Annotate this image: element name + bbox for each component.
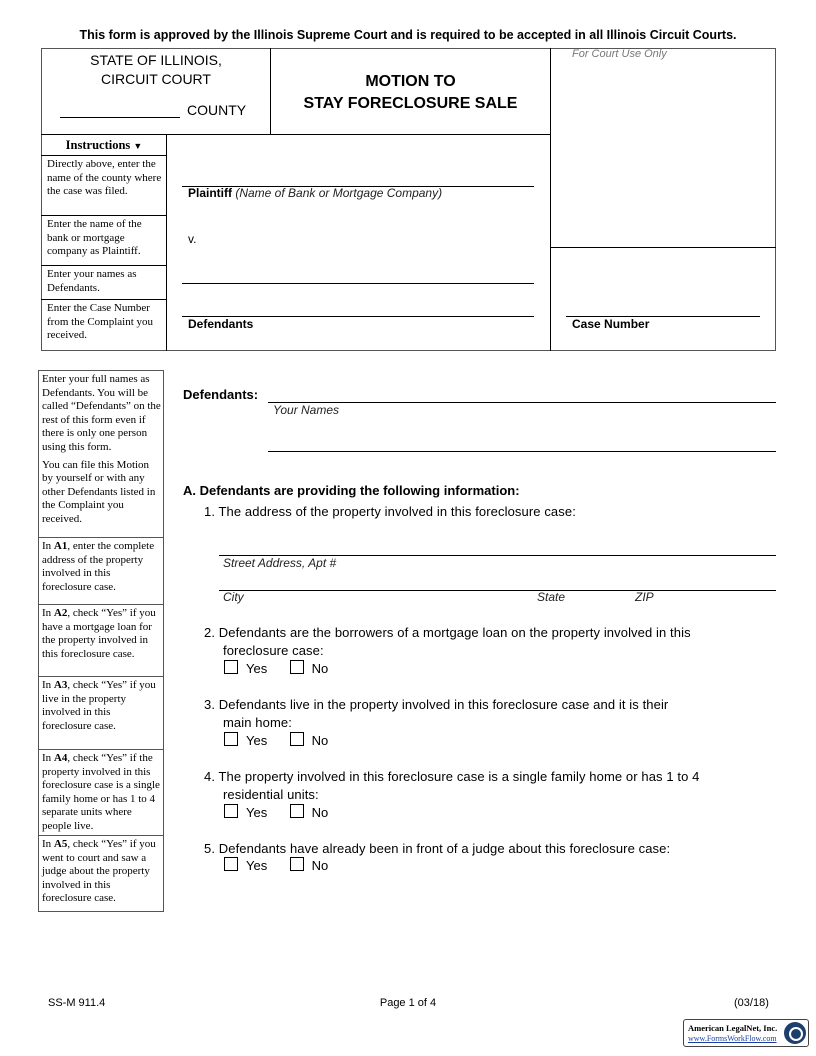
- court-label: CIRCUIT COURT: [101, 71, 211, 87]
- versus-label: v.: [188, 232, 197, 246]
- defendants-name-input[interactable]: [268, 451, 776, 452]
- question-4: [204, 768, 699, 804]
- sidebar-ref: A3: [53, 679, 68, 691]
- sidebar-note: [38, 370, 164, 538]
- instruction-item: Directly above, enter the name of the county where the case was filed.: [47, 158, 162, 198]
- state-field-label: State: [537, 590, 566, 604]
- question-2: [204, 624, 691, 660]
- zip-label: ZIP: [635, 590, 654, 604]
- sidebar-ref: A4: [53, 752, 68, 764]
- title-line-2: STAY FORECLOSURE SALE: [303, 95, 518, 112]
- state-label: STATE OF ILLINOIS,: [90, 52, 222, 68]
- sidebar-comma: ,: [67, 752, 71, 764]
- sidebar-text: check “Yes” if you have a mortgage loan for the property involved in this foreclosure case.: [42, 607, 156, 660]
- sidebar-note: [38, 836, 164, 912]
- instruction-item: Enter the name of the bank or mortgage company as Plaintiff.: [47, 218, 142, 258]
- street-address-label: Street Address, Apt #: [223, 556, 337, 570]
- question-5-line-1: 5. Defendants have already been in front of a judge about this foreclosure case:: [204, 841, 671, 856]
- q5-yes-checkbox[interactable]: [224, 857, 238, 871]
- q2-no-checkbox[interactable]: [290, 660, 304, 674]
- sidebar-note: [38, 677, 164, 750]
- yes-label: Yes: [246, 858, 268, 873]
- q2-yes-option[interactable]: [224, 660, 267, 676]
- defendants-names-label: Defendants:: [183, 387, 259, 402]
- q3-yes-checkbox[interactable]: [224, 732, 238, 746]
- court-use-divider: [550, 247, 776, 248]
- question-3-line-1: 3. Defendants live in the property involved in this foreclosure case and it is their: [204, 697, 669, 712]
- sidebar-ref: A2: [53, 607, 68, 619]
- q4-yes-checkbox[interactable]: [224, 804, 238, 818]
- yes-label: Yes: [246, 661, 268, 676]
- question-3-line-2: main home:: [223, 715, 292, 730]
- sidebar-in: In: [42, 752, 52, 764]
- county-input-line[interactable]: [60, 117, 180, 118]
- question-2-line-2: foreclosure case:: [223, 643, 324, 658]
- sidebar-comma: ,: [67, 838, 71, 850]
- sidebar-note: [38, 605, 164, 677]
- sidebar-in: In: [42, 607, 52, 619]
- sidebar-in: In: [42, 540, 52, 552]
- instructions-heading-label: Instructions: [65, 138, 131, 152]
- title-line-1: MOTION TO: [365, 73, 456, 90]
- sidebar-text: You can file this Motion by yourself or with any other Defendants listed in the Complaint you received.: [42, 458, 156, 525]
- vendor-badge: [683, 1019, 809, 1047]
- no-label: No: [311, 805, 329, 820]
- no-label: No: [311, 858, 329, 873]
- sidebar-text: check “Yes” if the property involved in this foreclosure case is a single family home or has 1 to 4 separate units where people live.: [42, 752, 160, 832]
- sidebar-text: enter the complete address of the property involved in this foreclosure case.: [42, 540, 155, 593]
- q5-yes-option[interactable]: [224, 857, 267, 873]
- no-label: No: [311, 733, 329, 748]
- vendor-logo-ring: [789, 1027, 803, 1041]
- question-3-options: [224, 732, 346, 750]
- q2-yes-checkbox[interactable]: [224, 660, 238, 674]
- caption-divider: [41, 134, 551, 135]
- approval-notice: This form is approved by the Illinois Supreme Court and is required to be accepted in all Illinois Circuit Courts.: [79, 28, 737, 42]
- city-state-zip-input[interactable]: [219, 590, 776, 591]
- question-5-options: [224, 857, 346, 875]
- q5-no-option[interactable]: [290, 857, 329, 873]
- case-number-label: Case Number: [572, 317, 650, 331]
- sidebar-comma: ,: [67, 679, 71, 691]
- page-number: Page 1 of 4: [379, 997, 437, 1009]
- question-4-line-1: 4. The property involved in this foreclosure case is a single family home or has 1 to 4: [204, 769, 700, 784]
- sidebar-text: check “Yes” if you live in the property involved in this foreclosure case.: [42, 679, 156, 732]
- q3-no-checkbox[interactable]: [290, 732, 304, 746]
- sidebar-comma: ,: [67, 540, 71, 552]
- city-label: City: [223, 590, 244, 604]
- caret-down-icon: ▼: [133, 141, 143, 151]
- plaintiff-hint: (Name of Bank or Mortgage Company): [235, 186, 443, 200]
- q3-yes-option[interactable]: [224, 732, 267, 748]
- sidebar-text: Enter your full names as Defendants. You will be called “Defendants” on the rest of this form even if there is only one person using this form.: [42, 373, 161, 453]
- sidebar-text: check “Yes” if you went to court and saw a judge about the property involved in this foreclosure case.: [42, 838, 156, 905]
- q4-no-checkbox[interactable]: [290, 804, 304, 818]
- question-4-options: [224, 804, 346, 822]
- vendor-url: www.FormsWorkFlow.com: [688, 1034, 777, 1043]
- vendor-name: American LegalNet, Inc.: [688, 1023, 778, 1033]
- yes-label: Yes: [246, 733, 268, 748]
- q2-no-option[interactable]: [290, 660, 329, 676]
- section-a-heading: A. Defendants are providing the following information:: [183, 483, 520, 498]
- sidebar-note: [38, 538, 164, 605]
- sidebar-in: In: [42, 679, 52, 691]
- sidebar-note: [38, 750, 164, 836]
- court-use-label: For Court Use Only: [572, 48, 667, 60]
- sidebar-ref: A1: [53, 540, 68, 552]
- yes-label: Yes: [246, 805, 268, 820]
- plaintiff-label: Plaintiff: [188, 186, 232, 200]
- instructions-heading: [41, 138, 167, 153]
- vendor-logo-icon: [784, 1022, 806, 1044]
- revision-date: (03/18): [734, 997, 769, 1009]
- question-4-line-2: residential units:: [223, 787, 319, 802]
- form-title: [271, 71, 550, 115]
- caption-divider: [550, 48, 551, 351]
- sidebar-in: In: [42, 838, 52, 850]
- q5-no-checkbox[interactable]: [290, 857, 304, 871]
- county-label: COUNTY: [187, 102, 247, 118]
- question-3: [204, 696, 668, 732]
- instruction-item: Enter your names as Defendants.: [47, 268, 137, 294]
- form-number: SS-M 911.4: [48, 997, 106, 1009]
- question-2-line-1: 2. Defendants are the borrowers of a mortgage loan on the property involved in this: [204, 625, 691, 640]
- instruction-item: Enter the Case Number from the Complaint you received.: [47, 302, 154, 342]
- plaintiff-label-row: [188, 186, 442, 200]
- defendants-name-input[interactable]: [268, 402, 776, 403]
- defendants-input-line[interactable]: [182, 283, 534, 284]
- q3-no-option[interactable]: [290, 732, 329, 748]
- sidebar-comma: ,: [67, 607, 71, 619]
- your-names-hint: Your Names: [273, 403, 340, 417]
- q4-no-option[interactable]: [290, 804, 329, 820]
- question-5: [204, 840, 670, 858]
- sidebar-ref: A5: [53, 838, 68, 850]
- question-2-options: [224, 660, 346, 678]
- q4-yes-option[interactable]: [224, 804, 267, 820]
- question-1: 1. The address of the property involved in this foreclosure case:: [204, 504, 576, 519]
- defendants-caption-label: Defendants: [188, 317, 254, 331]
- no-label: No: [311, 661, 329, 676]
